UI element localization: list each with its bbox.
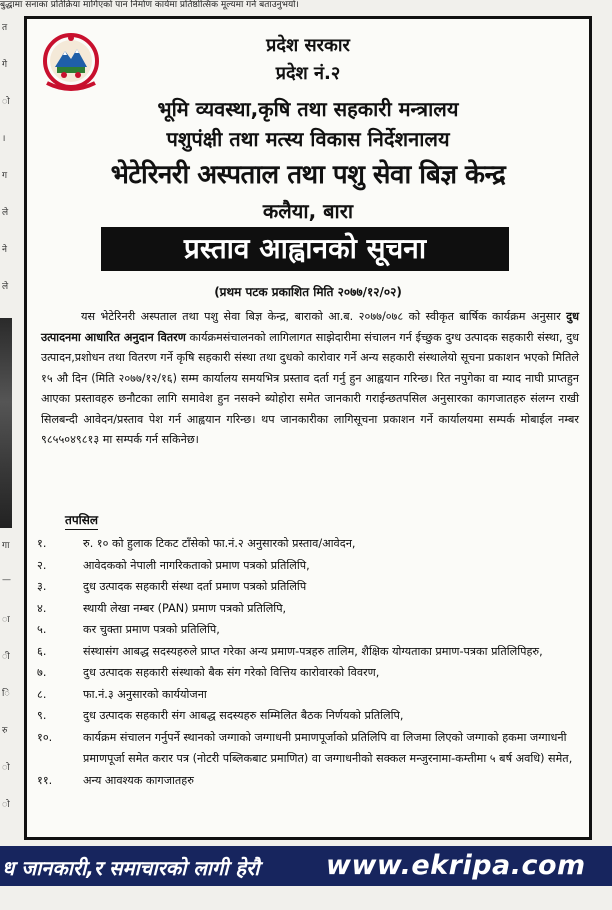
list-item xyxy=(37,619,581,641)
list-item xyxy=(37,727,581,770)
list-item-number: ५. xyxy=(37,623,47,636)
directorate-heading: पशुपंक्षी तथा मत्स्य विकास निर्देशनालय xyxy=(166,127,450,151)
adjacent-text-fragment: ो xyxy=(2,800,10,810)
list-item-text: दुध उत्पादक सहकारी संस्थाको बैक संग गरेको वित्तिय कारोवारको विवरण, xyxy=(83,666,380,679)
notice-box xyxy=(24,16,592,840)
adjacent-text-fragment: गे xyxy=(2,60,8,70)
list-item xyxy=(37,684,581,706)
previous-article-strip: बुद्धामा सनाका प्रतिक्रिया मागिएको पान निर्माण कार्यमा प्रतिष्ठोत्सिक मूल्यमा गर्न बताउनुभयो। xyxy=(0,0,299,10)
list-item-text: दुध उत्पादक सहकारी संग आबद्ध सदस्यहरु सम्मिलित बैठक निर्णयको प्रतिलिपि, xyxy=(83,709,404,722)
adjacent-photo xyxy=(0,318,12,528)
adjacent-text-fragment: ग xyxy=(2,171,8,181)
list-item xyxy=(37,705,581,727)
adjacent-text-fragment: ने xyxy=(2,245,7,255)
list-item xyxy=(37,770,581,792)
list-item-number: १०. xyxy=(37,730,53,744)
program-name: दुध उत्पादनमा आधारित अनुदान वितरण xyxy=(41,310,579,344)
adjacent-text-fragment: त xyxy=(2,23,8,33)
list-item-number: २. xyxy=(37,558,47,572)
list-item xyxy=(37,555,581,577)
list-item-number: ४. xyxy=(37,601,47,615)
ministry-heading: भूमि व्यवस्था,कृषि तथा सहकारी मन्त्रालय xyxy=(157,97,459,121)
list-item-number: ११. xyxy=(37,773,53,787)
list-item-text: फा.नं.३ अनुसारको कार्ययोजना xyxy=(83,687,207,701)
list-item-number: ७. xyxy=(37,666,47,679)
list-item-text: रु. १० को हुलाक टिकट टाँसेको फा.नं.२ अनुसारको प्रस्ताव/आवेदन, xyxy=(83,537,356,550)
adjacent-text-fragment: ो xyxy=(2,97,10,107)
list-item-text: स्थायी लेखा नम्बर (PAN) प्रमाण पत्रको प्रतिलिपि, xyxy=(83,601,287,615)
publication-date: (प्रथम पटक प्रकाशित मिति २०७७/१२/०२) xyxy=(214,285,402,299)
list-item xyxy=(37,533,581,555)
adjacent-text-fragment: ी xyxy=(2,652,10,662)
document-list xyxy=(37,533,581,791)
list-item-text: कर चुक्ता प्रमाण पत्रको प्रतिलिपि, xyxy=(83,623,220,636)
govt-heading: प्रदेश सरकार xyxy=(266,35,350,56)
adjacent-text-fragment: ि xyxy=(2,689,10,699)
list-item-text: संस्थासंग आबद्ध सदस्यहरुले प्राप्त गरेका अन्य प्रमाण-पत्रहरु तालिम, शैक्षिक योग्यताका प्रमाण-पत्रका प्रतिलिपिहरु, xyxy=(83,644,543,658)
adjacent-text-fragment: ले xyxy=(2,282,9,292)
notice-body xyxy=(41,307,579,451)
list-item-text: अन्य आवश्यक कागजातहरु xyxy=(83,773,194,787)
adjacent-text-fragment: ा xyxy=(2,615,10,625)
adjacent-text-fragment: — xyxy=(2,575,11,585)
adjacent-text-fragment: । xyxy=(2,134,6,144)
list-item xyxy=(37,598,581,620)
adjacent-text-fragment: गा xyxy=(2,541,10,551)
footer-banner xyxy=(0,846,612,886)
office-heading: भेटेरिनरी अस्पताल तथा पशु सेवा बिज्ञ केन्द्र xyxy=(110,160,506,190)
list-item-text: दुध उत्पादक सहकारी संस्था दर्ता प्रमाण पत्रको प्रतिलिपि xyxy=(83,580,307,593)
footer-text: ध जानकारी,र समाचारको लागी हेरौ xyxy=(2,856,260,880)
document-list-title: तपसिल xyxy=(65,513,99,527)
list-item-text: कार्यक्रम संचालन गर्नुपर्ने स्थानको जग्गाको जग्गाधनी प्रमाणपूर्जाको प्रतिलिपि वा लिजमा लिएको जग्गाको हकमा जग्गाधनी प्रमाणपूर्जा समेत करार पत्र (नोटरी पब्लिकबाट प्रमाणित) वा जग्गाधनीको सक्कल मन्जुरनामा-कम्तीमा ५ बर्ष अवधि) समेत, xyxy=(83,730,573,765)
adjacent-text-fragment: ले xyxy=(2,208,9,218)
province-heading: प्रदेश नं.२ xyxy=(275,63,341,84)
footer-url-link[interactable]: www.ekripa.com xyxy=(326,850,586,881)
location-heading: कलैया, बारा xyxy=(262,199,354,223)
list-item-number: ८. xyxy=(37,687,47,701)
list-item-number: ९. xyxy=(37,709,47,722)
notice-title-banner: प्रस्ताव आह्वानको सूचना xyxy=(101,227,509,271)
list-item xyxy=(37,662,581,684)
list-item-number: १. xyxy=(37,537,47,550)
list-item-number: ३. xyxy=(37,580,47,593)
adjacent-text-fragment: ो xyxy=(2,763,10,773)
list-item-number: ६. xyxy=(37,644,47,658)
body-details: कार्यक्रमसंचालनको लागिलागत साझेदारीमा संचालन गर्न ईच्छुक दुग्ध उत्पादक सहकारी संस्था, दुध उत्पादन,प्रशोधन तथा वितरण गर्ने कृषि सहकारी संस्था तथा दुधको कारोवार गर्ने अन्य सहकारी संस्थालेयो सूचना प्रकाशन भएको मितिले १५ औ दिन (मिति २०७७/१२/१६) सम्म कार्यालय समयभित्र प्रस्ताव दर्ता गर्नु हुन आह्वयान गरिन्छ। रित नपुगेका वा म्याद नाघी प्राप्तहुन आएका प्रस्तावहरु छनौटका लागि समावेश हुन नसक्ने ब्योहोरा समेत जानकारी गराईन्छतपसिल अनुसारका कागजातहरु संलग्न राखी सिलबन्दी आवेदन/प्रस्ताव पेश गर्न आह्वयान गरिन्छ। थप जानकारीका लागिसूचना प्रकाशन गर्ने कार्यालयमा सम्पर्क मोबाईल नम्बर ९८५५०४९८१३ मा सम्पर्क गर्न सकिनेछ। xyxy=(41,330,580,446)
body-intro: यस भेटेरिनरी अस्पताल तथा पशु सेवा बिज्ञ केन्द्र, बाराको आ.ब. २०७७/०७८ को स्वीकृत बार्षिक कार्यक्रम अनुसार xyxy=(81,310,567,323)
adjacent-text-fragment: रु xyxy=(2,726,8,736)
list-item xyxy=(37,641,581,663)
list-item xyxy=(37,576,581,598)
list-item-text: आवेदकको नेपाली नागरिकताको प्रमाण पत्रको प्रतिलिपि, xyxy=(83,558,310,572)
